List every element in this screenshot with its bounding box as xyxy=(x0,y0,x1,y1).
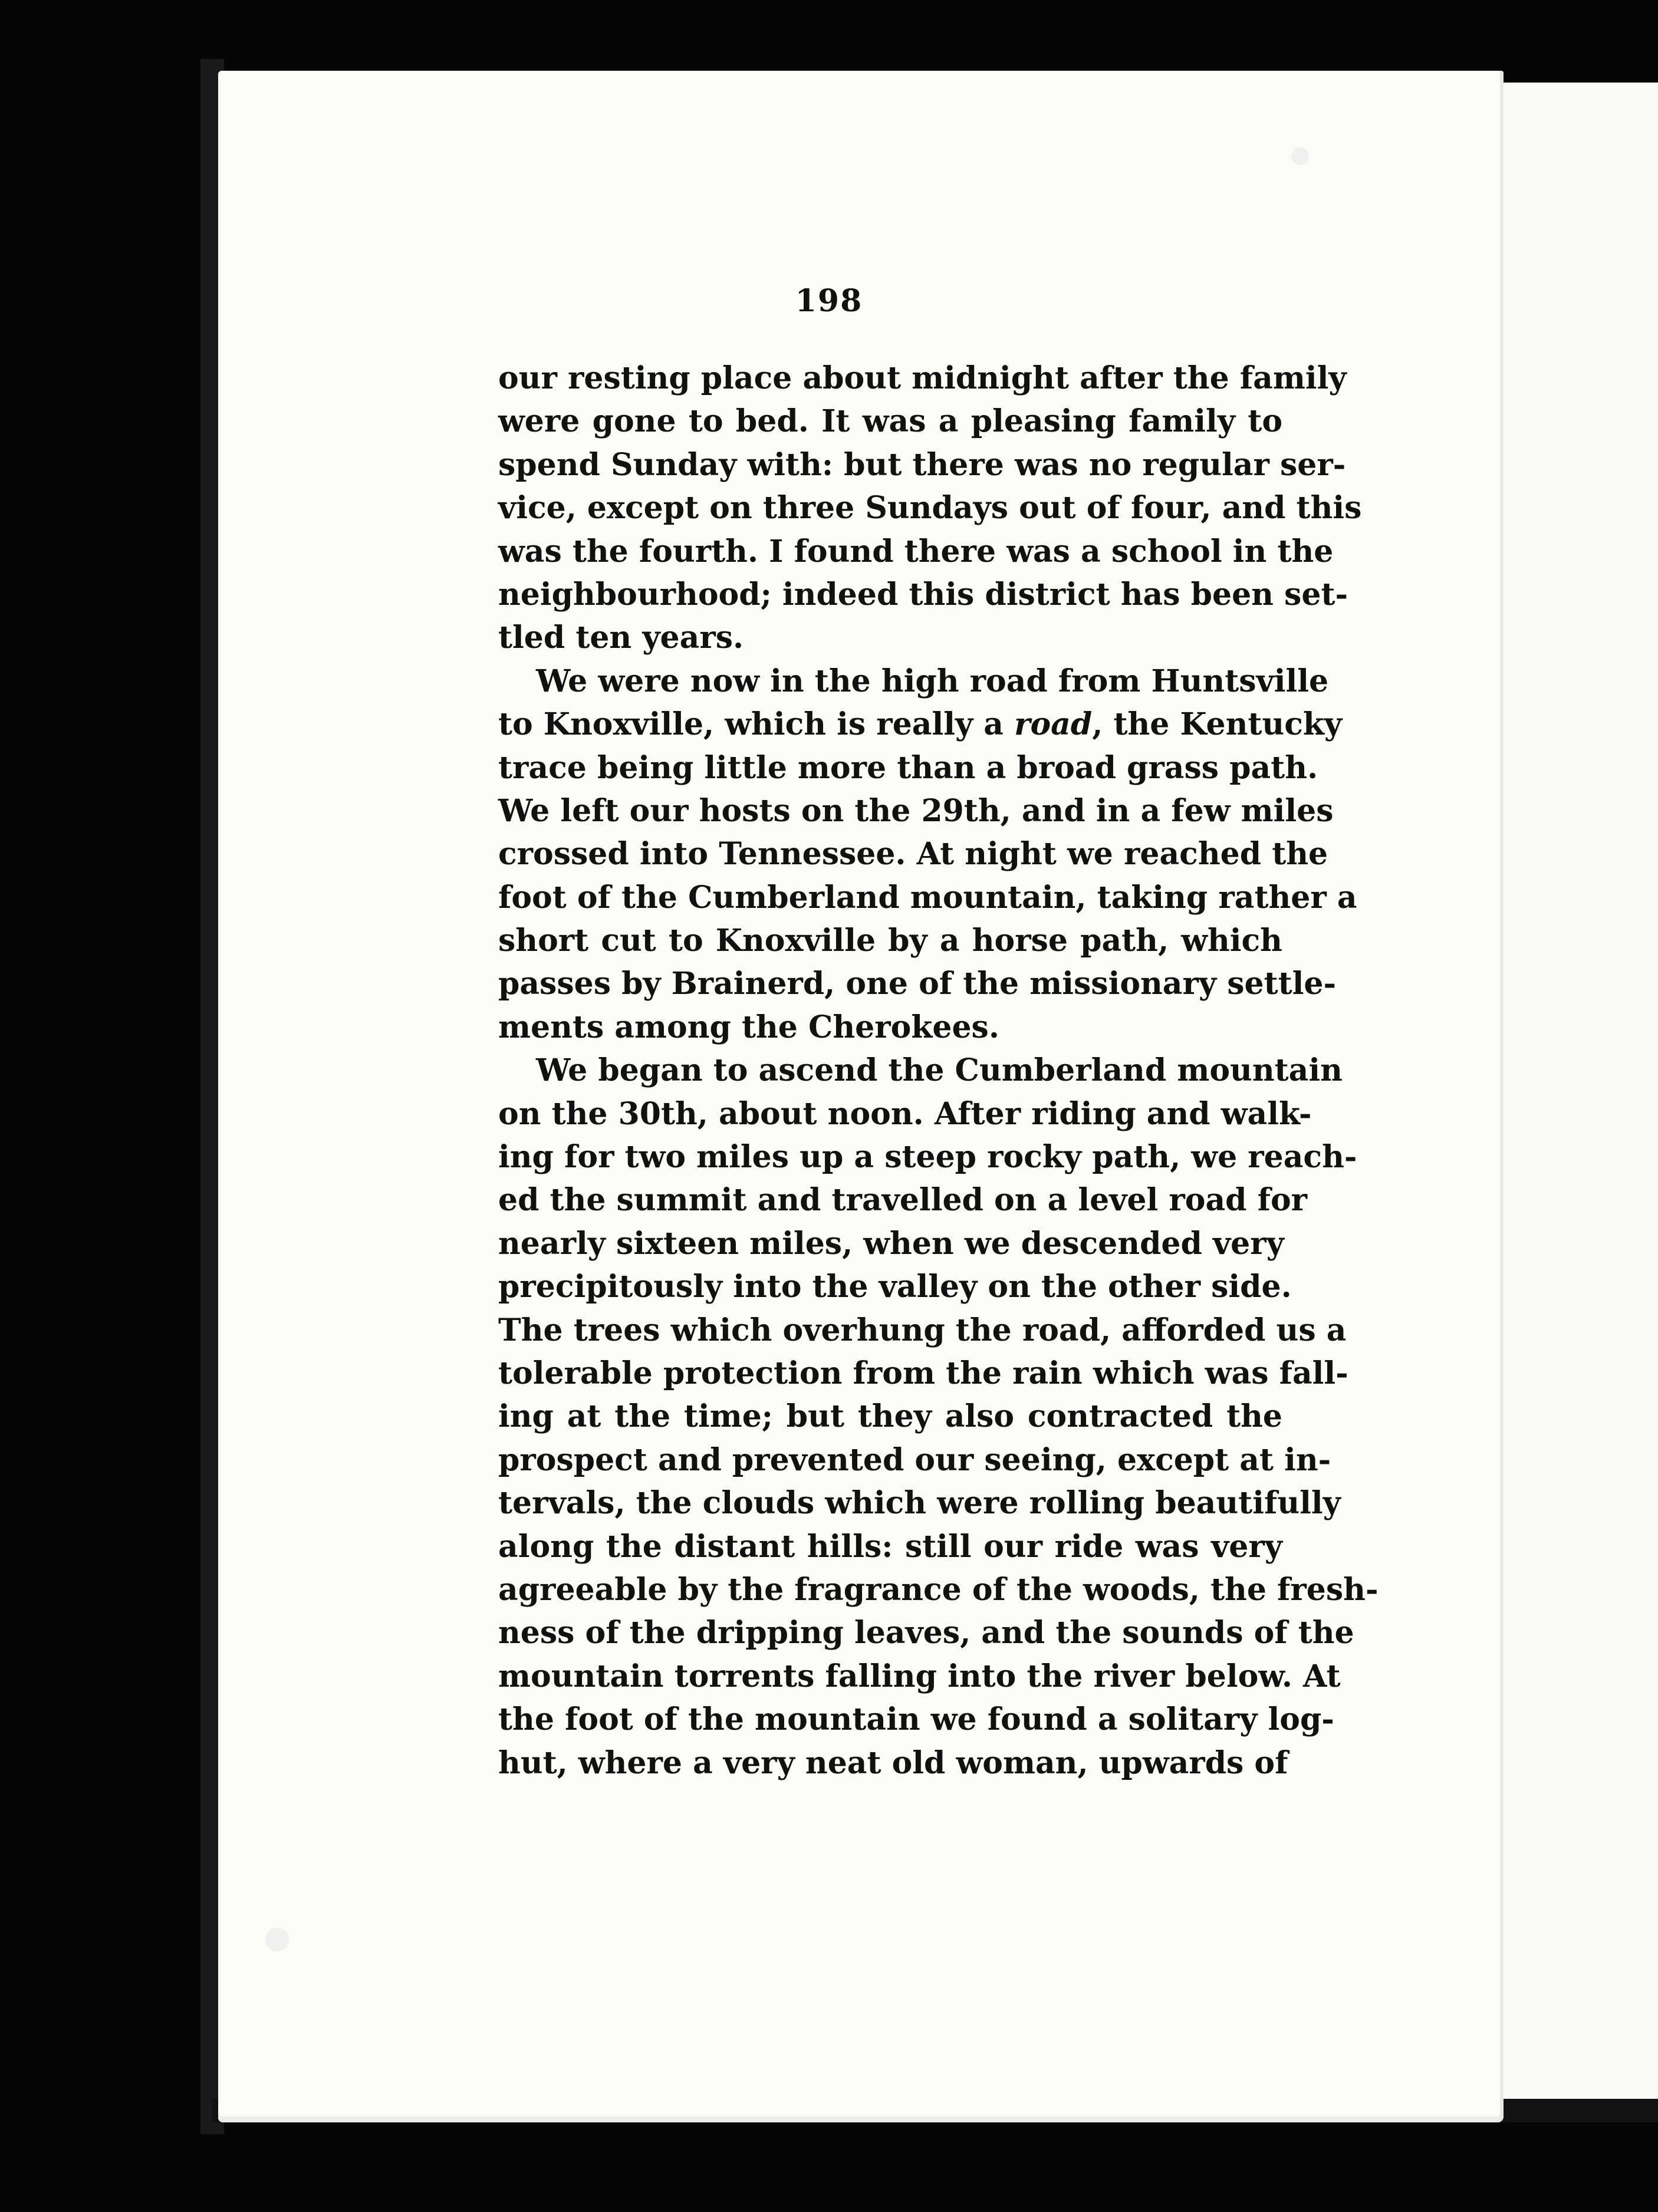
body-text xyxy=(498,357,1379,1785)
text-line: ing at the time; but they also contracted the xyxy=(498,1398,1282,1435)
text-line: ing for two miles up a steep rocky path, we reach- xyxy=(498,1139,1357,1176)
text-line: to Knoxville, which is really a road, the Kentucky xyxy=(498,706,1343,743)
text-line: ed the summit and travelled on a level road for xyxy=(498,1182,1308,1219)
text-line: along the distant hills: still our ride was very xyxy=(498,1528,1282,1565)
text-line: We left our hosts on the 29th, and in a few miles xyxy=(498,792,1334,829)
text-line: prospect and prevented our seeing, except at in- xyxy=(498,1441,1331,1478)
text-line: crossed into Tennessee. At night we reached the xyxy=(498,836,1328,873)
text-line: tolerable protection from the rain which was fall- xyxy=(498,1355,1348,1391)
text-line: the foot of the mountain we found a solitary log- xyxy=(498,1701,1334,1738)
text-line: short cut to Knoxville by a horse path, which xyxy=(498,923,1282,959)
paper-speck xyxy=(265,1928,289,1951)
text-line: trace being little more than a broad grass path. xyxy=(498,749,1318,786)
text-line: tled ten years. xyxy=(498,620,744,656)
text-line: neighbourhood; indeed this district has been set- xyxy=(498,576,1348,613)
text-line: was the fourth. I found there was a school in the xyxy=(498,533,1334,570)
text-line: passes by Brainerd, one of the missionary settle- xyxy=(498,966,1337,1002)
text-line: mountain torrents falling into the river below. At xyxy=(498,1658,1341,1694)
text-line: ness of the dripping leaves, and the sounds of the xyxy=(498,1615,1354,1651)
page-number: 198 xyxy=(795,283,863,319)
facing-page-edge xyxy=(1498,83,1658,2099)
text-line: ments among the Cherokees. xyxy=(498,1009,999,1045)
text-line: foot of the Cumberland mountain, taking rather a xyxy=(498,879,1357,916)
italic-word: road xyxy=(1014,706,1093,743)
text-line: tervals, the clouds which were rolling beautifully xyxy=(498,1485,1341,1522)
text-line: We began to ascend the Cumberland mountain xyxy=(536,1052,1343,1089)
text-line: The trees which overhung the road, afforded us a xyxy=(498,1312,1347,1348)
text-line: were gone to bed. It was a pleasing family to xyxy=(498,403,1282,440)
text-line: nearly sixteen miles, when we descended very xyxy=(498,1225,1284,1262)
text-line: spend Sunday with: but there was no regular ser- xyxy=(498,446,1346,483)
text-line: vice, except on three Sundays out of four, and this xyxy=(498,490,1362,526)
text-line: precipitously into the valley on the other side. xyxy=(498,1269,1292,1305)
text-line: on the 30th, about noon. After riding and walk- xyxy=(498,1095,1312,1132)
text-line: our resting place about midnight after the family xyxy=(498,360,1347,396)
text-line: We were now in the high road from Huntsville xyxy=(536,663,1329,699)
text-line: agreeable by the fragrance of the woods, the fresh- xyxy=(498,1571,1379,1608)
paper-speck xyxy=(1291,147,1309,165)
text-line: hut, where a very neat old woman, upwards of xyxy=(498,1744,1288,1781)
